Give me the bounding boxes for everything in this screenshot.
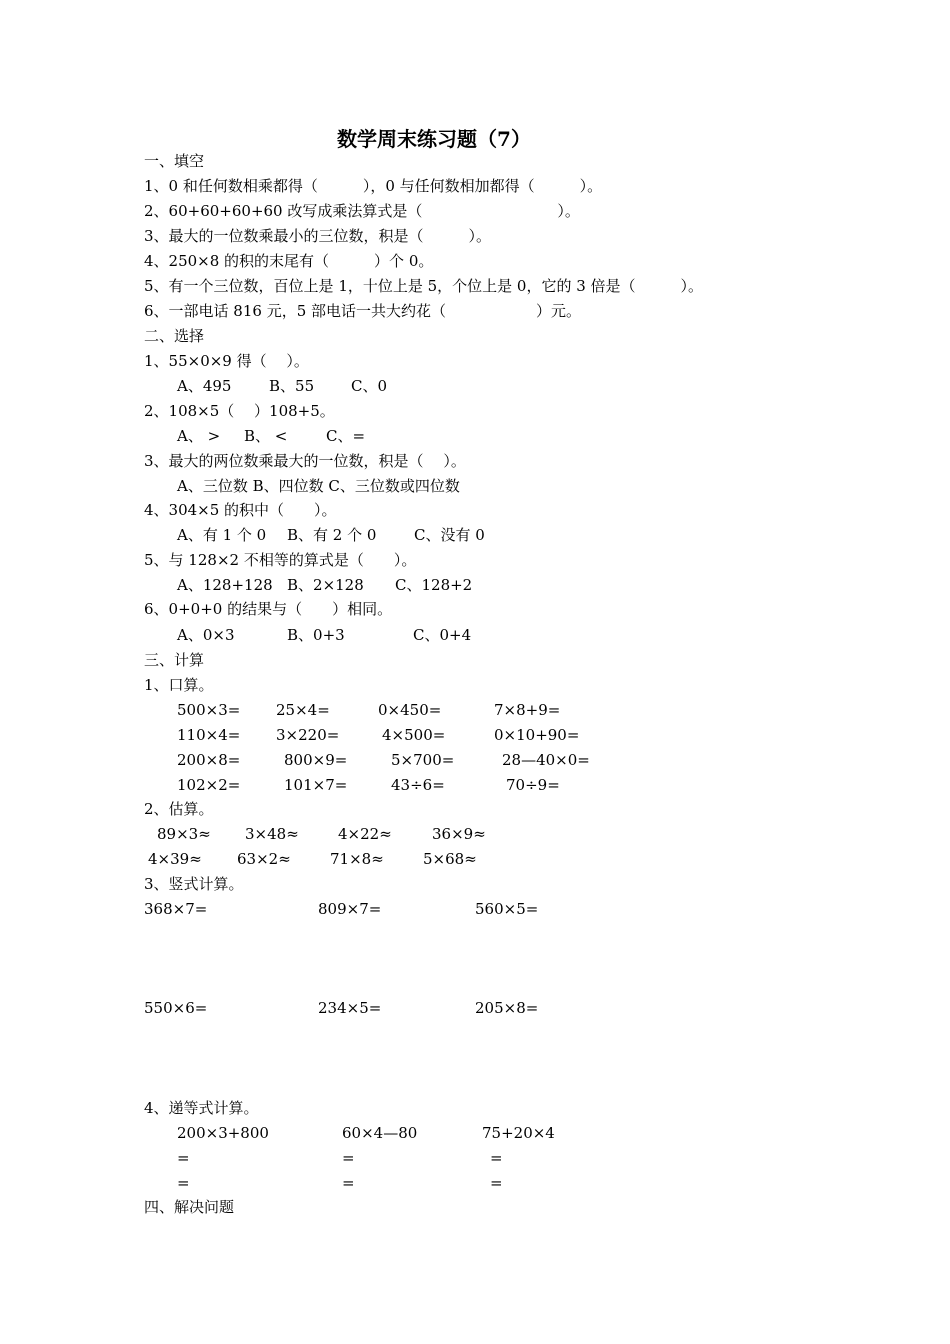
choice-option: C、128+2 bbox=[395, 576, 473, 594]
estimate-item: 4×39≈ bbox=[148, 850, 202, 868]
stepwise-expression: 60×4—80 bbox=[342, 1124, 418, 1142]
stepwise-equals: = bbox=[342, 1174, 355, 1192]
oral-item: 102×2= bbox=[177, 776, 241, 794]
choice-option: A、0×3 bbox=[177, 626, 235, 644]
oral-item: 7×8+9= bbox=[494, 701, 561, 719]
choice-question-6: 6、0+0+0 的结果与（ ）相同。 bbox=[144, 600, 393, 618]
choice-option: A、 > bbox=[177, 427, 221, 445]
fill-question-2: 2、60+60+60+60 改写成乘法算式是（ ）。 bbox=[144, 202, 580, 220]
oral-item: 4×500= bbox=[382, 726, 446, 744]
page-title: 数学周末练习题（7） bbox=[337, 127, 531, 151]
choice-option: C、没有 0 bbox=[414, 526, 485, 544]
choice-question-4: 4、304×5 的积中（ ）。 bbox=[144, 501, 337, 519]
estimate-item: 63×2≈ bbox=[237, 850, 291, 868]
section2-heading: 二、选择 bbox=[144, 327, 205, 345]
estimate-item: 89×3≈ bbox=[157, 825, 211, 843]
choice-question-5: 5、与 128×2 不相等的算式是（ ）。 bbox=[144, 551, 417, 569]
estimate-item: 4×22≈ bbox=[338, 825, 392, 843]
oral-item: 28—40×0= bbox=[502, 751, 590, 769]
vertical-item: 368×7= bbox=[144, 900, 208, 918]
estimate-item: 5×68≈ bbox=[423, 850, 477, 868]
choice-option: C、= bbox=[326, 427, 366, 445]
oral-item: 3×220= bbox=[276, 726, 340, 744]
choice-option: B、0+3 bbox=[287, 626, 345, 644]
choice-options: A、三位数 B、四位数 C、三位数或四位数 bbox=[177, 477, 460, 495]
vertical-item: 560×5= bbox=[475, 900, 539, 918]
stepwise-equals: = bbox=[342, 1149, 355, 1167]
vertical-heading: 3、竖式计算。 bbox=[144, 875, 244, 893]
vertical-item: 234×5= bbox=[318, 999, 382, 1017]
oral-item: 5×700= bbox=[391, 751, 455, 769]
fill-question-1: 1、0 和任何数相乘都得（ ），0 与任何数相加都得（ ）。 bbox=[144, 177, 603, 195]
fill-question-4: 4、250×8 的积的末尾有（ ）个 0。 bbox=[144, 252, 434, 270]
choice-option: C、0+4 bbox=[413, 626, 472, 644]
oral-item: 101×7= bbox=[284, 776, 348, 794]
oral-item: 200×8= bbox=[177, 751, 241, 769]
fill-question-6: 6、一部电话 816 元，5 部电话一共大约花（ ）元。 bbox=[144, 302, 582, 320]
stepwise-expression: 200×3+800 bbox=[177, 1124, 269, 1142]
oral-item: 43÷6= bbox=[391, 776, 445, 794]
oral-item: 110×4= bbox=[177, 726, 241, 744]
oral-item: 25×4= bbox=[276, 701, 330, 719]
stepwise-equals: = bbox=[490, 1149, 503, 1167]
vertical-item: 809×7= bbox=[318, 900, 382, 918]
stepwise-equals: = bbox=[177, 1149, 190, 1167]
oral-item: 0×450= bbox=[378, 701, 442, 719]
choice-option: B、55 bbox=[269, 377, 315, 395]
choice-option: A、有 1 个 0 bbox=[177, 526, 267, 544]
choice-option: A、495 bbox=[177, 377, 232, 395]
section1-heading: 一、填空 bbox=[144, 152, 205, 170]
stepwise-equals: = bbox=[177, 1174, 190, 1192]
choice-question-3: 3、最大的两位数乘最大的一位数，积是（ ）。 bbox=[144, 452, 466, 470]
estimate-heading: 2、估算。 bbox=[144, 800, 214, 818]
oral-item: 800×9= bbox=[284, 751, 348, 769]
estimate-item: 3×48≈ bbox=[245, 825, 299, 843]
choice-option: B、 < bbox=[244, 427, 288, 445]
oral-item: 500×3= bbox=[177, 701, 241, 719]
section3-heading: 三、计算 bbox=[144, 651, 205, 669]
vertical-item: 205×8= bbox=[475, 999, 539, 1017]
choice-question-2: 2、108×5（ ）108+5。 bbox=[144, 402, 335, 420]
choice-option: B、2×128 bbox=[287, 576, 364, 594]
fill-question-3: 3、最大的一位数乘最小的三位数，积是（ ）。 bbox=[144, 227, 492, 245]
fill-question-5: 5、有一个三位数，百位上是 1，十位上是 5，个位上是 0，它的 3 倍是（ ）。 bbox=[144, 277, 704, 295]
section4-heading: 四、解决问题 bbox=[144, 1198, 235, 1216]
oral-item: 0×10+90= bbox=[494, 726, 580, 744]
stepwise-heading: 4、递等式计算。 bbox=[144, 1099, 259, 1117]
oral-heading: 1、口算。 bbox=[144, 676, 214, 694]
choice-question-1: 1、55×0×9 得（ ）。 bbox=[144, 352, 309, 370]
stepwise-expression: 75+20×4 bbox=[482, 1124, 555, 1142]
vertical-item: 550×6= bbox=[144, 999, 208, 1017]
oral-item: 70÷9= bbox=[506, 776, 560, 794]
estimate-item: 36×9≈ bbox=[432, 825, 486, 843]
choice-option: A、128+128 bbox=[177, 576, 273, 594]
stepwise-equals: = bbox=[490, 1174, 503, 1192]
choice-option: B、有 2 个 0 bbox=[287, 526, 377, 544]
estimate-item: 71×8≈ bbox=[330, 850, 384, 868]
choice-option: C、0 bbox=[351, 377, 388, 395]
